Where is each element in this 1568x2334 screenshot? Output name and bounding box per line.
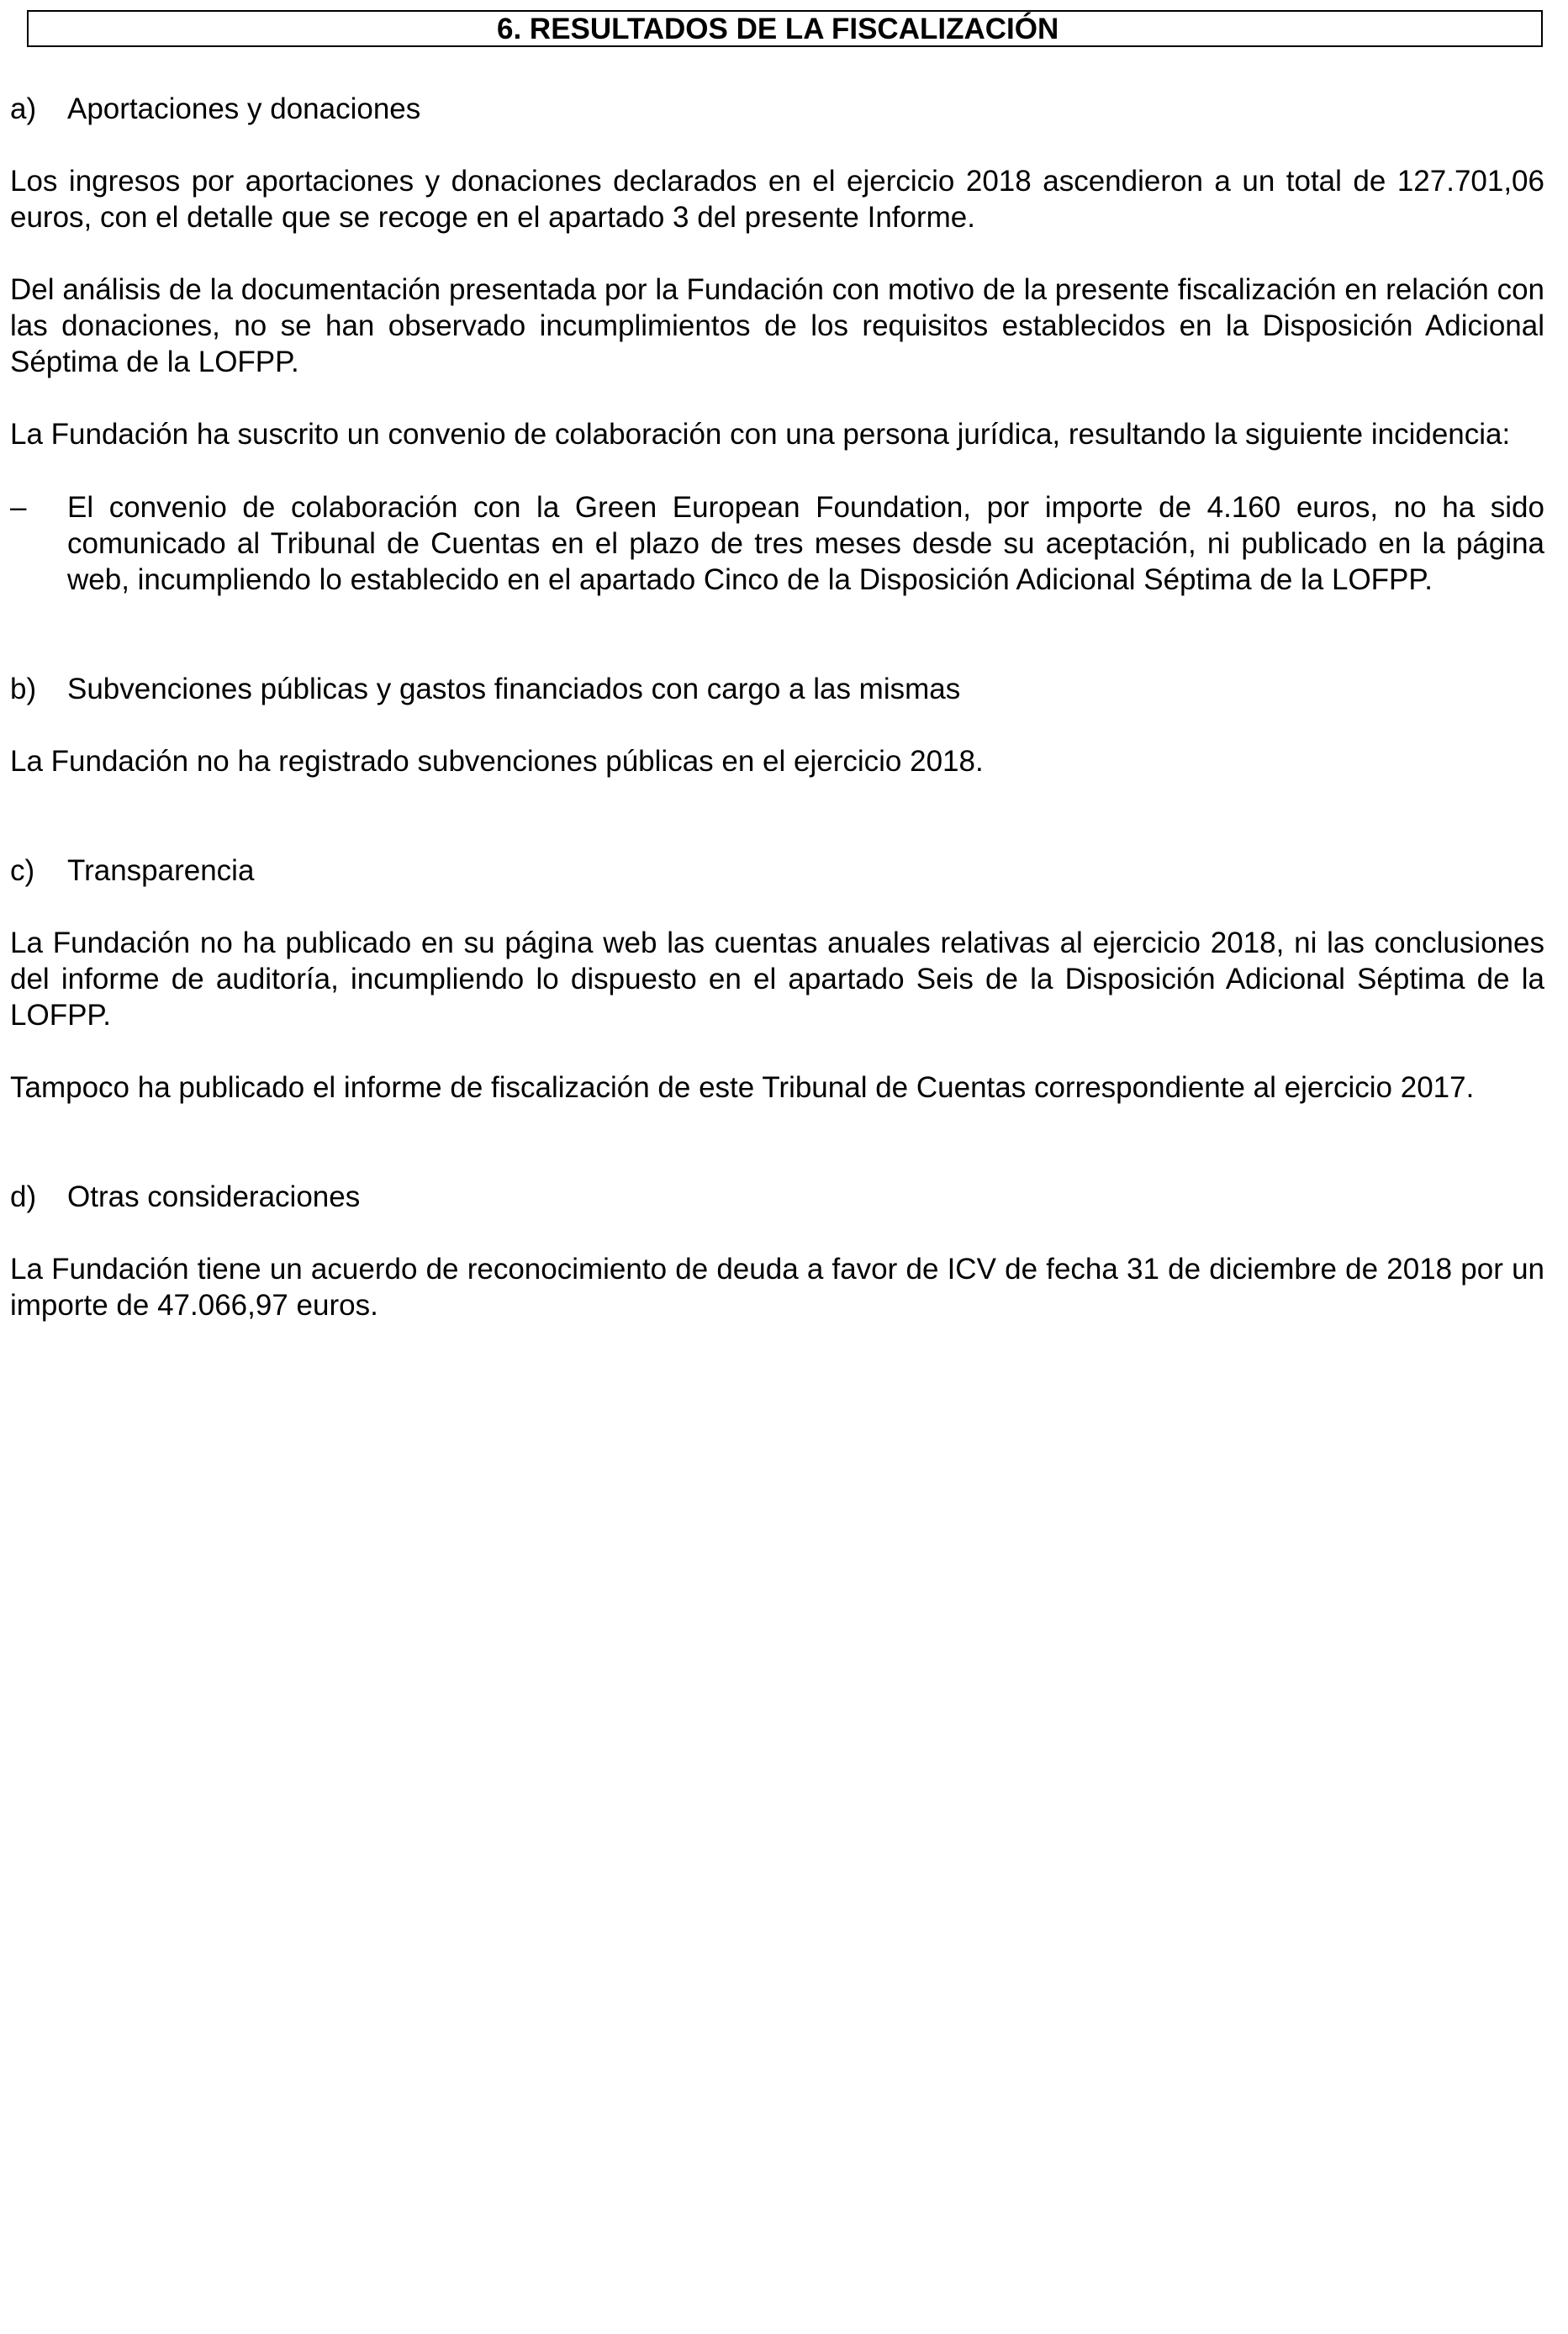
subsection-title-a: Aportaciones y donaciones — [67, 92, 421, 125]
paragraph-a-3: La Fundación ha suscrito un convenio de colaboración con una persona jurídica, resultando la siguiente incidencia: — [10, 418, 1511, 451]
subsection-letter-b: b) — [10, 673, 37, 705]
subsection-title-b: Subvenciones públicas y gastos financiados con cargo a las mismas — [67, 673, 961, 705]
document-page — [10, 10, 1544, 1323]
paragraph-a-2: Del análisis de la documentación presentada por la Fundación con motivo de la presente fiscalización en relación con las donaciones, no se han observado incumplimientos de los requisitos establecidos en la Disposición Adicional Séptima de la LOFPP. — [10, 273, 1544, 378]
section-title-box — [27, 10, 1543, 47]
subsection-letter-a: a) — [10, 92, 37, 125]
bullet-text: El convenio de colaboración con la Green European Foundation, por importe de 4.160 euros, no ha sido comunicado al Tribunal de Cuentas en el plazo de tres meses desde su aceptación, ni publicado en la página web, incumpliendo lo establecido en el apartado Cinco de la Disposición Adicional Séptima de la LOFPP. — [67, 491, 1544, 596]
paragraph-b-1: La Fundación no ha registrado subvenciones públicas en el ejercicio 2018. — [10, 745, 984, 778]
subsection-title-d: Otras consideraciones — [67, 1180, 361, 1213]
paragraph-a-1: Los ingresos por aportaciones y donaciones declarados en el ejercicio 2018 ascendieron a un total de 127.701,06 euros, con el detalle que se recoge en el apartado 3 del presente Informe. — [10, 165, 1544, 234]
paragraph-c-1: La Fundación no ha publicado en su página web las cuentas anuales relativas al ejercicio 2018, ni las conclusiones del informe de auditoría, incumpliendo lo dispuesto en el apartado Seis de la Disposición Adicional Séptima de la LOFPP. — [10, 927, 1544, 1032]
subsection-letter-d: d) — [10, 1180, 37, 1213]
paragraph-d-1: La Fundación tiene un acuerdo de reconocimiento de deuda a favor de ICV de fecha 31 de diciembre de 2018 por un importe de 47.066,97 euros. — [10, 1253, 1544, 1322]
subsection-heading-d — [10, 1179, 1544, 1215]
subsection-title-c: Transparencia — [67, 854, 255, 887]
bullet-dash: – — [10, 491, 27, 524]
subsection-heading-a — [10, 91, 1544, 127]
bullet-item — [10, 489, 1544, 598]
section-title: 6. RESULTADOS DE LA FISCALIZACIÓN — [497, 13, 1059, 45]
paragraph-c-2: Tampoco ha publicado el informe de fiscalización de este Tribunal de Cuentas correspondiente al ejercicio 2017. — [10, 1071, 1475, 1104]
subsection-letter-c: c) — [10, 854, 35, 887]
subsection-heading-c — [10, 853, 1544, 889]
subsection-heading-b — [10, 671, 1544, 707]
